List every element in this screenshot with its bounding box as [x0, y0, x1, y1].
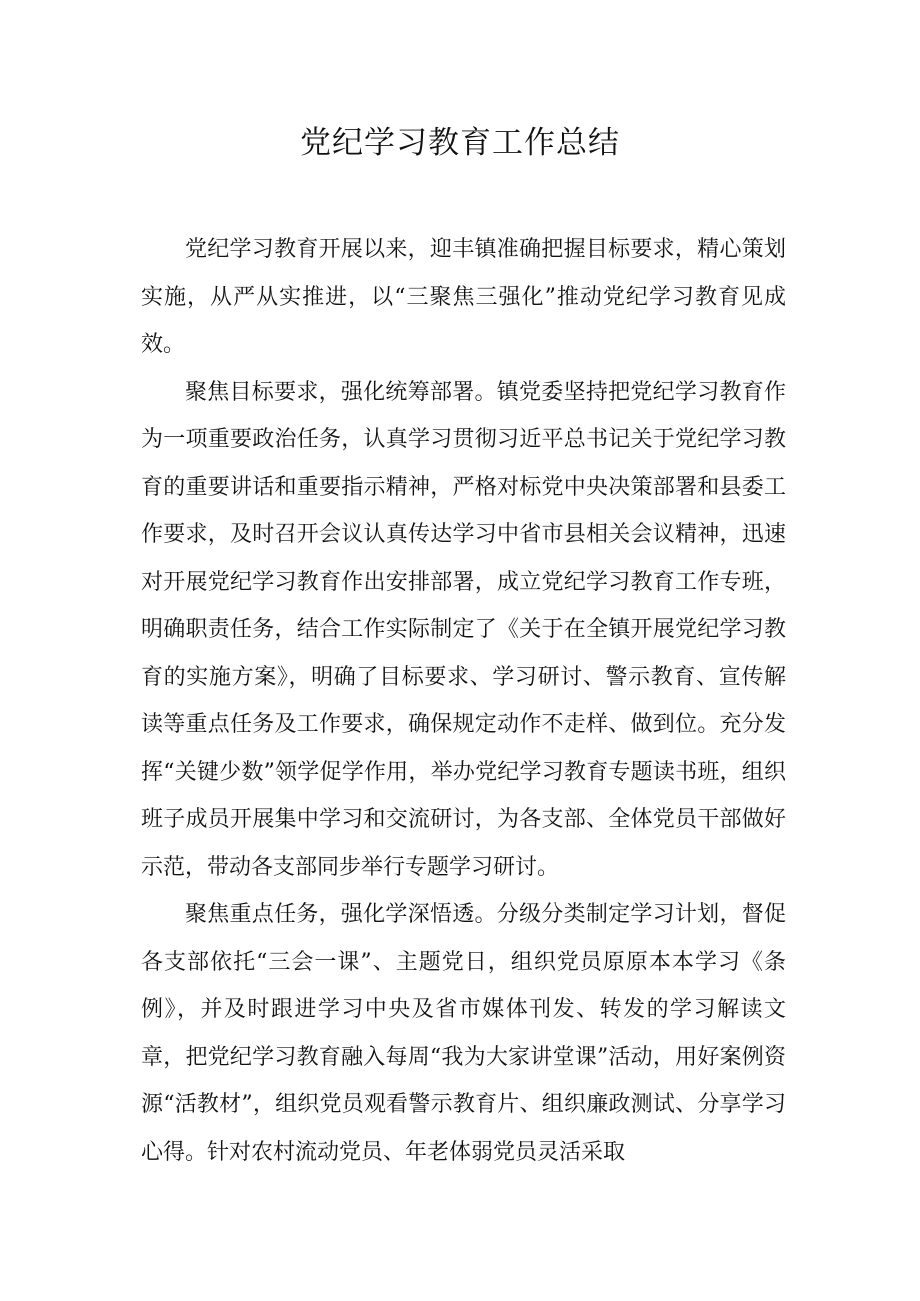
paragraph-focus-tasks: 聚焦重点任务，强化学深悟透。分级分类制定学习计划，督促各支部依托“三会一课”、主题党日，组织党员原原本本学习《条例》，并及时跟进学习中央及省市媒体刊发、转发的学习解读文章，把党纪学习教育融入每周“我为大家讲堂课”活动，用好案例资源“活教材”，组织党员观看警示教育片、组织廉政测试、分享学习心得。针对农村流动党员、年老体弱党员灵活采取	[141, 902, 786, 1165]
paragraph-focus-goals: 聚焦目标要求，强化统筹部署。镇党委坚持把党纪学习教育作为一项重要政治任务，认真学习贯彻习近平总书记关于党纪学习教育的重要讲话和重要指示精神，严格对标党中央决策部署和县委工作要求，及时召开会议认真传达学习中省市县相关会议精神，迅速对开展党纪学习教育作出安排部署，成立党纪学习教育工作专班，明确职责任务，结合工作实际制定了《关于在全镇开展党纪学习教育的实施方案》，明确了目标要求、学习研讨、警示教育、宣传解读等重点任务及工作要求，确保规定动作不走样、做到位。充分发挥“关键少数”领学促学作用，举办党纪学习教育专题读书班，组织班子成员开展集中学习和交流研讨，为各支部、全体党员干部做好示范，带动各支部同步举行专题学习研讨。	[141, 379, 786, 880]
document-title: 党纪学习教育工作总结	[300, 125, 620, 161]
document-body	[141, 226, 786, 1176]
paragraph-intro: 党纪学习教育开展以来，迎丰镇准确把握目标要求，精心策划实施，从严从实推进，以“三聚焦三强化”推动党纪学习教育见成效。	[141, 237, 786, 357]
